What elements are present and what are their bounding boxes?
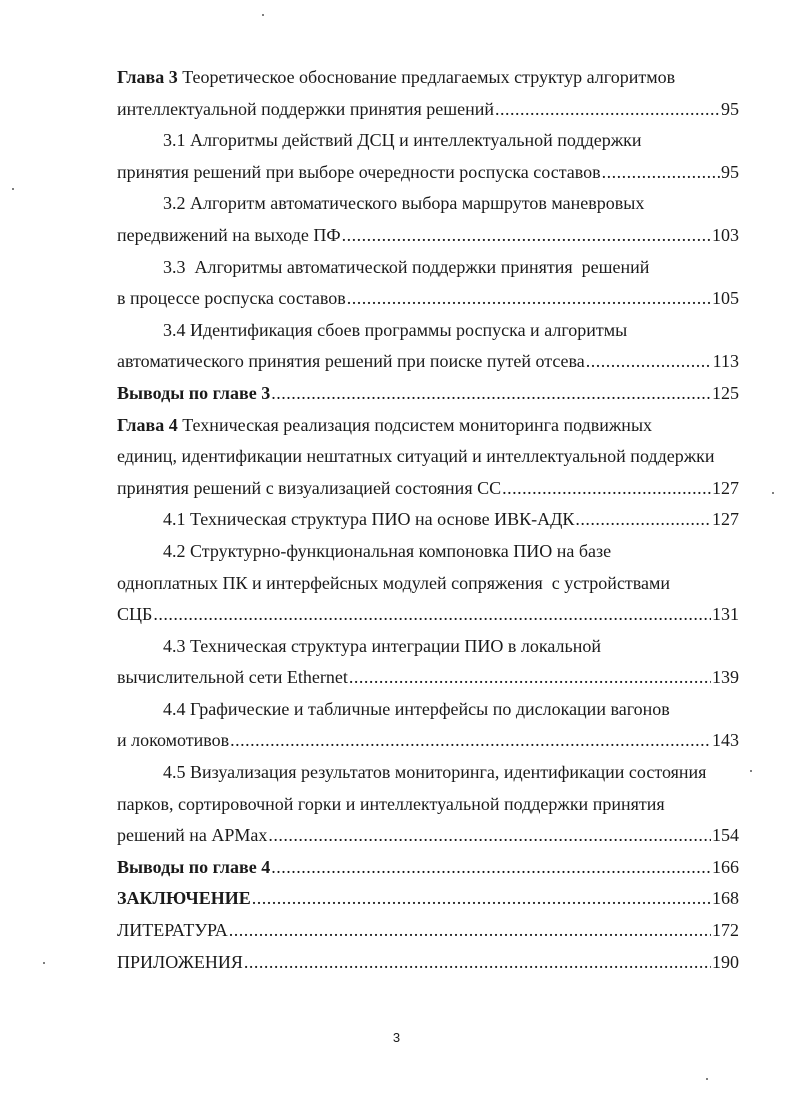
section-title: 4.4 Графические и табличные интерфейсы по дислокации вагонов bbox=[163, 698, 670, 719]
toc-entry-3-3[interactable] bbox=[117, 252, 739, 284]
toc-entry-4-4-line-2[interactable] bbox=[117, 725, 739, 757]
section-title: 3.2 Алгоритм автоматического выбора маршрутов маневровых bbox=[163, 193, 645, 214]
scan-speck bbox=[706, 1078, 708, 1080]
chapter-title: Теоретическое обоснование предлагаемых структур алгоритмов bbox=[182, 67, 676, 87]
table-of-contents bbox=[117, 62, 739, 978]
section-title: ПРИЛОЖЕНИЯ bbox=[117, 951, 243, 972]
section-title: Выводы по главе 4 bbox=[117, 856, 271, 877]
section-title: ЗАКЛЮЧЕНИЕ bbox=[117, 888, 251, 909]
page-ref: 190 bbox=[712, 951, 739, 972]
scan-speck bbox=[772, 492, 774, 494]
toc-entry-3-2[interactable] bbox=[117, 188, 739, 220]
dot-leader bbox=[347, 283, 711, 315]
section-title-continued: одноплатных ПК и интерфейсных модулей сопряжения с устройствами bbox=[117, 572, 671, 593]
page-ref: 113 bbox=[712, 351, 739, 372]
section-title-continued: передвижений на выходе ПФ bbox=[117, 224, 341, 245]
chapter-title: Техническая реализация подсистем мониторинга подвижных bbox=[182, 414, 653, 435]
toc-entry-4-2-line-2[interactable] bbox=[117, 568, 739, 600]
page-ref: 131 bbox=[712, 604, 739, 625]
section-title-continued: СЦБ bbox=[117, 604, 153, 625]
section-title: 4.1 Техническая структура ПИО на основе ИВК-АДК bbox=[163, 509, 575, 530]
section-title-continued: вычислительной сети Ethernet bbox=[117, 667, 348, 688]
toc-entry-conclusions-chapter-4[interactable] bbox=[117, 852, 739, 884]
chapter-title-continued: принятия решений с визуализацией состояния СС bbox=[117, 477, 502, 498]
page-ref: 166 bbox=[712, 856, 739, 877]
page-ref: 105 bbox=[712, 288, 739, 309]
dot-leader bbox=[268, 820, 711, 852]
dot-leader bbox=[349, 662, 711, 694]
page-ref: 154 bbox=[712, 825, 739, 846]
toc-entry-4-5-line-2[interactable] bbox=[117, 789, 739, 821]
page-ref: 103 bbox=[712, 224, 739, 245]
scan-speck bbox=[750, 770, 752, 772]
dot-leader bbox=[271, 378, 711, 410]
dot-leader bbox=[495, 94, 720, 126]
dot-leader bbox=[153, 599, 711, 631]
section-title-continued: и локомотивов bbox=[117, 730, 230, 751]
dot-leader bbox=[229, 915, 711, 947]
toc-entry-4-5-line-3[interactable] bbox=[117, 820, 739, 852]
toc-entry-chapter-3-line-1[interactable] bbox=[117, 62, 739, 94]
toc-entry-chapter-4-line-3[interactable] bbox=[117, 473, 739, 505]
page-ref: 125 bbox=[712, 382, 739, 403]
dot-leader bbox=[586, 346, 712, 378]
section-title: ЛИТЕРАТУРА bbox=[117, 920, 228, 941]
scan-speck bbox=[43, 962, 45, 964]
toc-entry-4-2[interactable] bbox=[117, 536, 739, 568]
page-ref: 127 bbox=[712, 477, 739, 498]
section-title: 3.1 Алгоритмы действий ДСЦ и интеллектуальной поддержки bbox=[163, 130, 642, 151]
page-ref: 172 bbox=[712, 920, 739, 941]
toc-entry-conclusions-chapter-3[interactable] bbox=[117, 378, 739, 410]
toc-entry-3-2-line-2[interactable] bbox=[117, 220, 739, 252]
page-ref: 168 bbox=[712, 888, 739, 909]
chapter-title-continued: единиц, идентификации нештатных ситуаций и интеллектуальной поддержки bbox=[117, 446, 715, 467]
scan-speck bbox=[12, 188, 14, 190]
toc-entry-3-4-line-2[interactable] bbox=[117, 346, 739, 378]
page-ref: 139 bbox=[712, 667, 739, 688]
section-title: 3.4 Идентификация сбоев программы роспуска и алгоритмы bbox=[163, 319, 628, 340]
toc-entry-4-1[interactable] bbox=[117, 504, 739, 536]
toc-entry-3-1[interactable] bbox=[117, 125, 739, 157]
section-title: 4.2 Структурно-функциональная компоновка ПИО на базе bbox=[163, 540, 612, 561]
chapter-label: Глава 3 bbox=[117, 67, 178, 87]
dot-leader bbox=[602, 157, 720, 189]
page-ref: 95 bbox=[721, 161, 739, 182]
dot-leader bbox=[244, 947, 711, 979]
toc-entry-4-3-line-2[interactable] bbox=[117, 662, 739, 694]
section-title-continued: в процессе роспуска составов bbox=[117, 288, 346, 309]
dot-leader bbox=[271, 852, 711, 884]
toc-entry-4-3[interactable] bbox=[117, 631, 739, 663]
chapter-label: Глава 4 bbox=[117, 414, 178, 435]
toc-entry-chapter-4-line-1[interactable] bbox=[117, 410, 739, 442]
dot-leader bbox=[252, 883, 711, 915]
page-ref: 127 bbox=[712, 509, 739, 530]
section-title: 4.5 Визуализация результатов мониторинга, идентификации состояния bbox=[163, 762, 707, 783]
section-title-continued: автоматического принятия решений при поиске путей отсева bbox=[117, 351, 585, 372]
toc-entry-4-4[interactable] bbox=[117, 694, 739, 726]
toc-entry-3-1-line-2[interactable] bbox=[117, 157, 739, 189]
toc-entry-chapter-4-line-2[interactable] bbox=[117, 441, 739, 473]
section-title-continued: парков, сортировочной горки и интеллектуальной поддержки принятия bbox=[117, 793, 665, 814]
page-ref: 95 bbox=[721, 98, 739, 119]
scan-speck bbox=[262, 14, 264, 16]
section-title: Выводы по главе 3 bbox=[117, 382, 271, 403]
dot-leader bbox=[342, 220, 711, 252]
toc-entry-4-5[interactable] bbox=[117, 757, 739, 789]
toc-entry-literature[interactable] bbox=[117, 915, 739, 947]
toc-entry-chapter-3-line-2[interactable] bbox=[117, 94, 739, 126]
section-title: 3.3 Алгоритмы автоматической поддержки принятия решений bbox=[163, 256, 650, 277]
section-title-continued: принятия решений при выборе очередности роспуска составов bbox=[117, 161, 601, 182]
toc-entry-3-3-line-2[interactable] bbox=[117, 283, 739, 315]
toc-entry-appendices[interactable] bbox=[117, 947, 739, 979]
section-title: 4.3 Техническая структура интеграции ПИО в локальной bbox=[163, 635, 601, 656]
page-ref: 143 bbox=[712, 730, 739, 751]
toc-entry-conclusion[interactable] bbox=[117, 883, 739, 915]
section-title-continued: решений на АРМах bbox=[117, 825, 268, 846]
toc-entry-4-2-line-3[interactable] bbox=[117, 599, 739, 631]
dot-leader bbox=[502, 473, 711, 505]
dot-leader bbox=[230, 725, 711, 757]
chapter-title-continued: интеллектуальной поддержки принятия решений bbox=[117, 98, 495, 119]
toc-entry-3-4[interactable] bbox=[117, 315, 739, 347]
dot-leader bbox=[575, 504, 711, 536]
page-number: 3 bbox=[392, 1030, 401, 1045]
